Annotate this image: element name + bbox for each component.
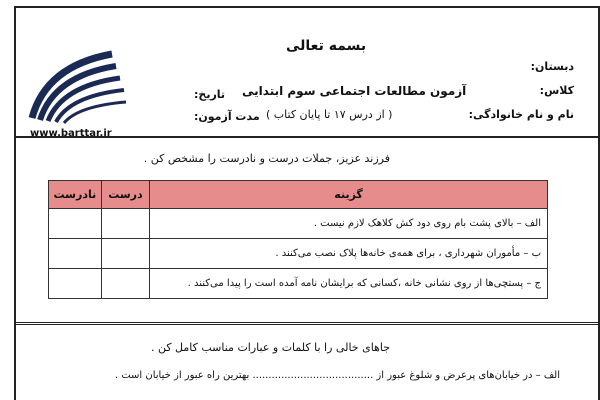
student-name-label: نام و نام خانوادگی:	[468, 108, 574, 121]
correct-answer-cell[interactable]	[101, 269, 149, 299]
section2-instruction: جاهای خالی را با کلمات و عبارات مناسب کامل کن .	[150, 341, 390, 354]
logo-url: www.barttar.ir	[30, 128, 112, 139]
school-label: دبستان:	[530, 60, 574, 73]
date-label: تاریخ:	[194, 88, 226, 101]
statement-cell: ب – مأموران شهرداری ، برای همه‌ی خانه‌ها پلاک نصب می‌کنند .	[150, 239, 548, 269]
wrong-answer-cell[interactable]	[49, 269, 102, 299]
table-header-row	[49, 181, 548, 209]
lesson-range: ( از درس ۱۷ تا پایان کتاب )	[266, 108, 393, 121]
header-wrong: نادرست	[49, 181, 102, 209]
header-statement: گزینه	[150, 181, 548, 209]
statement-cell: الف – بالای پشت بام روی دود کش کلاهک لازم نیست .	[150, 209, 548, 239]
exam-title: آزمون مطالعات اجتماعی سوم ابتدایی	[242, 84, 467, 98]
class-label: کلاس:	[539, 84, 574, 97]
duration-label: مدت آزمون:	[194, 110, 260, 123]
section1-instruction: فرزند عزیز، جملات درست و نادرست را مشخص کن .	[143, 152, 390, 165]
true-false-table	[48, 180, 548, 299]
section-divider	[16, 322, 598, 325]
statement-cell: ج – پستچی‌ها از روی نشانی خانه ،کسانی که برایشان نامه آمده است را پیدا می‌کنند .	[150, 269, 548, 299]
header-correct: درست	[101, 181, 149, 209]
exam-header	[16, 8, 598, 139]
bismillah-title: بسمه تعالی	[286, 38, 367, 54]
wrong-answer-cell[interactable]	[49, 239, 102, 269]
fill-blank-item[interactable]: الف – در خیابان‌های پرعرض و شلوغ عبور از ...................................... بهترین راه عبور از خیابان است .	[114, 370, 560, 381]
table-row	[49, 269, 548, 299]
correct-answer-cell[interactable]	[101, 209, 149, 239]
header-divider	[16, 136, 598, 138]
table-row	[49, 239, 548, 269]
correct-answer-cell[interactable]	[101, 239, 149, 269]
table-row	[49, 209, 548, 239]
wrong-answer-cell[interactable]	[49, 209, 102, 239]
barttar-logo-icon	[26, 46, 136, 126]
